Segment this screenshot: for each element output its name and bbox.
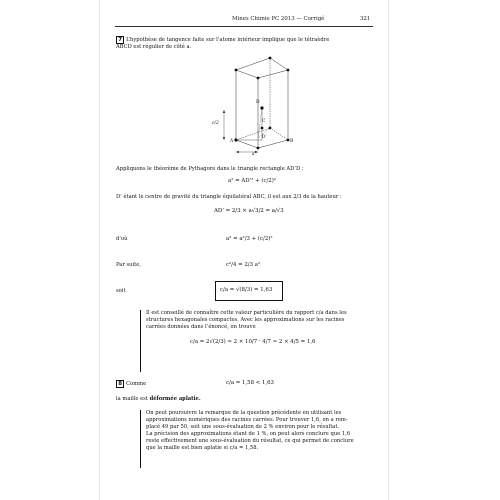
text-par-suite: Par suite, (116, 262, 141, 268)
remark-1-line-2: structures hexagonales compactes. Avec les approximations sur les racines (146, 317, 345, 323)
remark-2-line-3: placé 49 par 50, soit une sous-évaluation de 2 % environ pour le résultat. (146, 424, 340, 430)
question-7-line-1 (116, 36, 329, 44)
text-soit: soit (116, 288, 126, 294)
equation-AD-prime: AD’ = 2/3 × a√3/2 = a/√3 (214, 208, 284, 214)
equation-c-squared: c²/4 = 2/3 a² (226, 262, 261, 268)
page-number: 321 (360, 16, 371, 22)
question-8-line (116, 380, 146, 388)
question-number-7: 7 (116, 36, 124, 44)
question-number-8: 8 (116, 380, 124, 388)
remark-block-1 (140, 310, 384, 372)
remark-1-line-1: Il est conseillé de connaître cette valeur particulière du rapport c/a dans les (146, 310, 347, 316)
question-7-line-2: ABCD est régulier de côté a. (116, 44, 192, 50)
figure-label-C: C (262, 119, 266, 124)
remark-2-line-2: approximations numériques des racines carrées. Pour trouver 1,6, on a rem- (146, 417, 348, 423)
equation-ratio-comparison: c/a = 1,58 < 1,63 (226, 380, 274, 386)
figure-label-A: A (230, 139, 234, 144)
conclusion-prefix: la maille est (116, 396, 150, 402)
text-dou: d’où (116, 236, 128, 242)
remark-2-line-5: reste effectivement une sous-évaluation du résultat, ce qui permet de conclure (146, 438, 354, 444)
figure-label-c-half: c/2 (212, 121, 219, 126)
remark-1-line-3: carrées données dans l’énoncé, on trouve (146, 324, 256, 330)
remark-1-equation: c/a = 2√(2/3) ≃ 2 × 10/7 · 4/7 ≃ 2 × 4/5 = 1,6 (190, 339, 316, 345)
running-header-title: Mines Chimie PC 2013 — Corrigé (232, 16, 325, 22)
prism-figure (218, 52, 298, 162)
question-8-conclusion (116, 396, 201, 403)
figure-label-D: D (256, 100, 260, 105)
conclusion-bold: déformée aplatie. (149, 396, 201, 402)
header-rule (115, 26, 373, 27)
figure-label-a: a (252, 152, 255, 157)
pythagore-intro: Appliquons le théorème de Pythagore dans le triangle rectangle AD’D : (116, 166, 304, 172)
question-8-comme: Comme (126, 381, 147, 387)
figure-label-B: B (290, 139, 294, 144)
remark-block-2 (140, 410, 384, 468)
equation-c-over-a: c/a = √(8/3) = 1,63 (220, 287, 273, 293)
equation-a-squared: a² = AD’² + (c/2)² (228, 178, 276, 184)
centroid-text: D’ étant le centre de gravité du triangle équilatéral ABC, il est aux 2/3 de la hauteur : (116, 194, 342, 200)
remark-2-line-4: La précision des approximations étant de 1 %, on peut alors conclure que 1,6 (146, 431, 351, 437)
figure-label-Dprime: D’ (262, 134, 267, 139)
remark-2-line-6: que la maille est bien aplatie si c/a = 1,58. (146, 445, 259, 451)
equation-substituted: a² = a²/3 + (c/2)² (226, 236, 273, 242)
remark-2-line-1: On peut poursuivre la remarque de la question précédente en utilisant les (146, 410, 342, 416)
question-7-text-1: L’hypothèse de tangence faite sur l’atome intérieur implique que le tétraèdre (126, 37, 330, 43)
